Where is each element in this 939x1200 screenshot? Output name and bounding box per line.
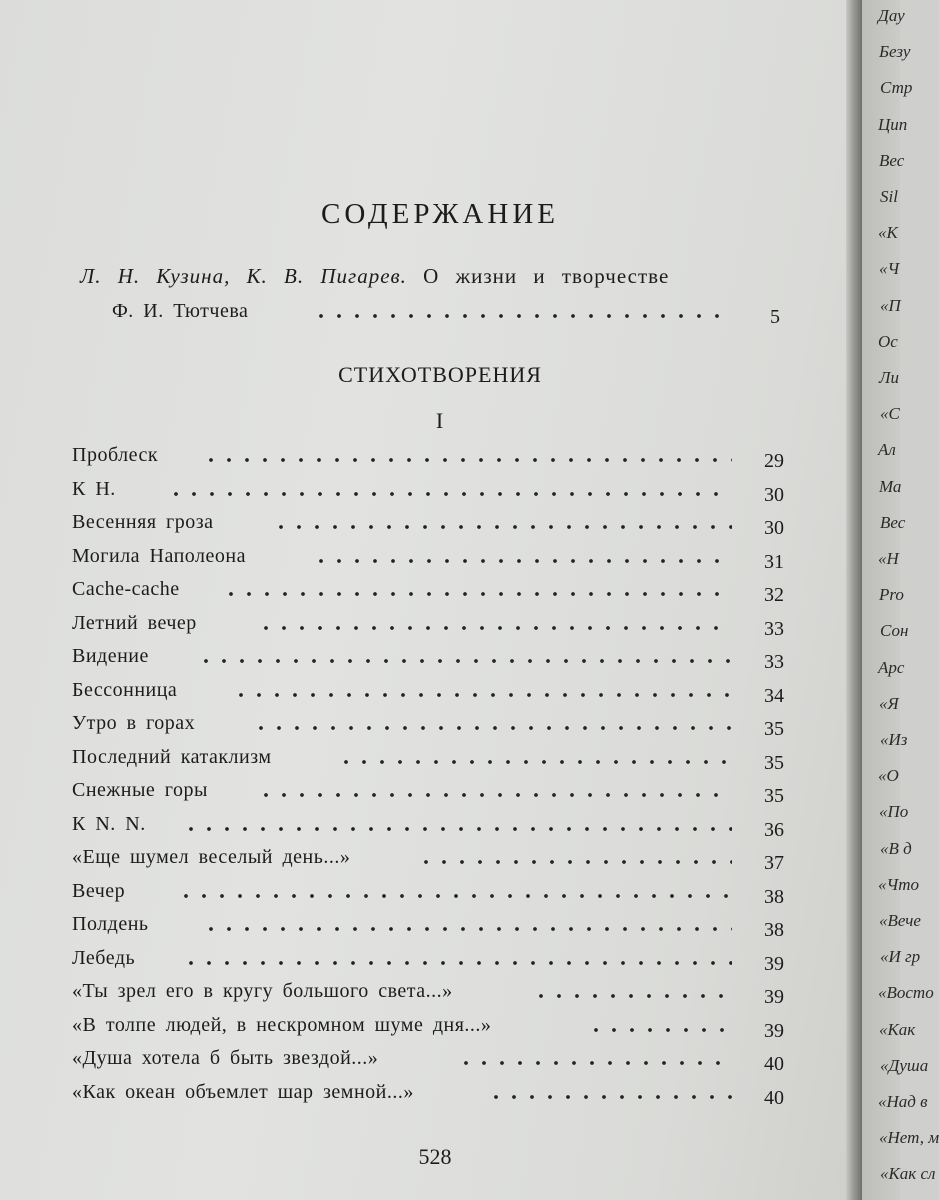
contents-entry xyxy=(72,545,784,577)
entry-title: Вечер xyxy=(72,879,126,902)
edge-fragment: Дау xyxy=(878,6,905,25)
leader-dots xyxy=(587,1020,732,1040)
entry-title: Последний катаклизм xyxy=(72,745,272,768)
edge-fragment: «Как xyxy=(879,1019,916,1039)
edge-fragment: «Нет, м xyxy=(879,1128,939,1148)
leader-dots xyxy=(197,651,732,671)
entry-title: Снежные горы xyxy=(72,779,208,801)
entry-title: Видение xyxy=(72,645,149,667)
edge-fragment: Ал xyxy=(878,440,896,460)
leader-dots xyxy=(257,785,732,805)
entry-page-number: 38 xyxy=(764,885,784,908)
intro-authors: Л. Н. Кузина, К. В. Пигарев. xyxy=(80,264,407,288)
edge-fragment: Сон xyxy=(880,621,909,641)
entry-title: «В толпе людей, в нескромном шуме дня...» xyxy=(72,1013,492,1036)
entry-title: «Душа хотела б быть звездой...» xyxy=(72,1047,379,1069)
contents-entry xyxy=(72,746,784,778)
leader-dots xyxy=(457,1053,732,1073)
contents-entry xyxy=(72,578,784,610)
page-heading: СОДЕРЖАНИЕ xyxy=(321,198,559,230)
part-number: I xyxy=(435,408,445,433)
page-folio: 528 xyxy=(418,1144,452,1169)
entry-page-number: 35 xyxy=(764,718,784,740)
leader-dots xyxy=(337,752,732,772)
leader-dots xyxy=(232,685,732,705)
contents-entry xyxy=(72,779,784,811)
edge-fragment: «Душа xyxy=(880,1055,929,1075)
leader-dots xyxy=(167,484,732,504)
leader-dots xyxy=(182,953,732,973)
leader-dots xyxy=(417,852,732,872)
edge-fragment: «П xyxy=(880,295,901,315)
entry-page-number: 39 xyxy=(764,952,784,975)
contents-entry xyxy=(72,846,784,878)
entry-page-number: 34 xyxy=(764,684,784,707)
edge-fragment: «С xyxy=(880,404,900,424)
entry-title: Утро в горах xyxy=(72,712,196,734)
entry-page-number: 37 xyxy=(764,852,784,874)
entry-title: «Как океан объемлет шар земной...» xyxy=(72,1080,414,1103)
edge-fragment: Стр xyxy=(880,78,913,98)
entry-page-number: 29 xyxy=(764,450,784,472)
edge-fragment: «Как сл xyxy=(880,1164,936,1184)
entry-page-number: 38 xyxy=(764,919,784,941)
entry-page-number: 33 xyxy=(764,617,784,640)
leader-dots xyxy=(487,1087,732,1107)
entry-page-number: 30 xyxy=(764,517,784,539)
entry-title: К N. N. xyxy=(72,812,146,835)
edge-fragment: «К xyxy=(878,223,898,243)
intro-subject: Ф. И. Тютчева xyxy=(112,300,249,322)
edge-fragment: Sil xyxy=(880,187,898,206)
entry-title: Лебедь xyxy=(72,946,136,969)
entry-page-number: 40 xyxy=(764,1086,784,1109)
entry-page-number: 35 xyxy=(764,751,784,774)
edge-fragment: «Вече xyxy=(879,911,921,930)
entry-title: Бессонница xyxy=(72,678,178,701)
contents-entry xyxy=(72,478,784,510)
entry-title: Cache-cache xyxy=(72,578,180,600)
entry-page-number: 32 xyxy=(764,584,784,606)
leader-dots xyxy=(257,618,732,638)
edge-fragment: «И гр xyxy=(880,947,921,967)
contents-entry xyxy=(72,813,784,845)
entry-page-number: 39 xyxy=(764,986,784,1008)
leader-dots xyxy=(182,819,732,839)
contents-entry xyxy=(72,712,784,744)
entry-page-number: 40 xyxy=(764,1053,784,1075)
contents-entry xyxy=(72,645,784,677)
contents-entry xyxy=(72,1081,784,1113)
edge-fragment: «Я xyxy=(879,693,899,713)
edge-fragment: «По xyxy=(879,802,909,822)
edge-fragment: Ма xyxy=(879,476,902,496)
edge-fragment: «В д xyxy=(880,838,912,858)
entry-title: Проблеск xyxy=(72,444,159,466)
leader-dots xyxy=(177,886,732,906)
leader-dots xyxy=(202,450,732,470)
intro-authors-line xyxy=(80,264,669,289)
entry-title: «Еще шумел веселый день...» xyxy=(72,846,351,868)
edge-fragment: Вес xyxy=(879,150,905,170)
intro-article-title: О жизни и творчестве xyxy=(423,264,670,288)
intro-entry xyxy=(112,300,780,330)
contents-entry xyxy=(72,444,784,476)
leader-dots xyxy=(272,517,732,537)
edge-fragment: Ос xyxy=(878,331,898,351)
leader-dots xyxy=(312,306,728,326)
section-title: СТИХОТВОРЕНИЯ xyxy=(338,362,542,387)
edge-fragment: Арс xyxy=(878,657,905,677)
edge-fragment: Цип xyxy=(878,114,908,134)
contents-entry xyxy=(72,679,784,711)
edge-fragment: Безу xyxy=(879,42,911,62)
adjacent-page-edge xyxy=(862,0,939,1200)
entry-title: Полдень xyxy=(72,913,149,935)
intro-page-number: 5 xyxy=(770,306,780,328)
leader-dots xyxy=(222,584,732,604)
contents-entry xyxy=(72,880,784,912)
book-gutter xyxy=(846,0,862,1200)
contents-entry xyxy=(72,511,784,543)
edge-fragment: Вес xyxy=(880,512,906,532)
entry-page-number: 30 xyxy=(764,483,784,506)
edge-fragment: «Из xyxy=(880,730,908,749)
contents-entry xyxy=(72,612,784,644)
edge-fragment: «Над в xyxy=(878,1092,928,1111)
contents-entry xyxy=(72,947,784,979)
edge-fragment: Ли xyxy=(879,368,900,387)
edge-fragment: «О xyxy=(878,766,899,786)
entry-title: К Н. xyxy=(72,477,116,500)
edge-fragment: «Ч xyxy=(879,259,900,279)
entry-page-number: 35 xyxy=(764,785,784,807)
leader-dots xyxy=(252,718,732,738)
entry-page-number: 33 xyxy=(764,651,784,673)
contents-entry xyxy=(72,1047,784,1079)
entry-page-number: 39 xyxy=(764,1019,784,1042)
contents-entry xyxy=(72,980,784,1012)
entry-page-number: 31 xyxy=(764,550,784,573)
edge-fragment: Pro xyxy=(879,585,904,605)
contents-entry xyxy=(72,913,784,945)
entry-title: Весенняя гроза xyxy=(72,511,214,533)
entry-title: Летний вечер xyxy=(72,611,197,634)
edge-fragment: «Н xyxy=(878,549,899,568)
entry-title: Могила Наполеона xyxy=(72,544,246,567)
entry-title: «Ты зрел его в кругу большого света...» xyxy=(72,980,453,1002)
entry-page-number: 36 xyxy=(764,818,784,841)
edge-fragment: «Что xyxy=(878,874,919,894)
leader-dots xyxy=(532,986,732,1006)
contents-entry xyxy=(72,1014,784,1046)
edge-fragment: «Восто xyxy=(878,983,934,1003)
leader-dots xyxy=(202,919,732,939)
leader-dots xyxy=(312,551,732,571)
